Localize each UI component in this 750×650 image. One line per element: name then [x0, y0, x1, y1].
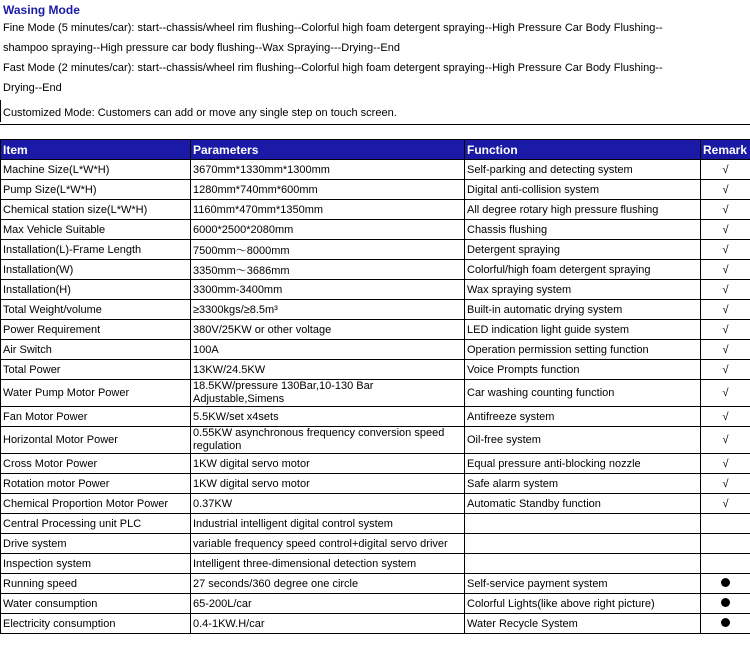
check-mark-icon: √ — [722, 323, 729, 336]
custom-mode-line: Customized Mode: Customers can add or move any single step on touch screen. — [3, 107, 397, 119]
item-cell: Water Pump Motor Power — [1, 380, 191, 407]
remark-cell — [701, 160, 750, 180]
function-cell — [465, 514, 701, 534]
table-row — [1, 320, 750, 340]
fast-mode-line-2: Drying--End — [3, 82, 62, 94]
table-row — [1, 454, 750, 474]
item-cell: Electricity consumption — [1, 614, 191, 634]
parameter-cell: 380V/25KW or other voltage — [191, 320, 465, 340]
parameter-cell: 0.55KW asynchronous frequency conversion speed regulation — [191, 427, 465, 454]
parameter-cell: 18.5KW/pressure 130Bar,10-130 Bar Adjustable,Simens — [191, 380, 465, 407]
function-cell: Wax spraying system — [465, 280, 701, 300]
parameter-cell: 1280mm*740mm*600mm — [191, 180, 465, 200]
parameter-cell: 0.37KW — [191, 494, 465, 514]
item-cell: Chemical Proportion Motor Power — [1, 494, 191, 514]
table-row — [1, 340, 750, 360]
bullet-dot-icon — [721, 598, 730, 607]
table-row — [1, 360, 750, 380]
item-cell: Max Vehicle Suitable — [1, 220, 191, 240]
remark-cell — [701, 614, 750, 634]
remark-cell — [701, 200, 750, 220]
item-cell: Power Requirement — [1, 320, 191, 340]
table-header-row — [1, 140, 750, 160]
check-mark-icon: √ — [722, 223, 729, 236]
check-mark-icon: √ — [722, 434, 729, 446]
parameter-cell: 13KW/24.5KW — [191, 360, 465, 380]
table-row — [1, 380, 750, 407]
parameter-cell: 1KW digital servo motor — [191, 454, 465, 474]
check-mark-icon: √ — [722, 343, 729, 356]
remark-cell — [701, 220, 750, 240]
check-mark-icon: √ — [722, 243, 729, 256]
header-parameters: Parameters — [191, 140, 465, 160]
parameter-cell: ≥3300kgs/≥8.5m³ — [191, 300, 465, 320]
check-mark-icon: √ — [722, 303, 729, 316]
item-cell: Chemical station size(L*W*H) — [1, 200, 191, 220]
function-cell: Safe alarm system — [465, 474, 701, 494]
item-cell: Total Weight/volume — [1, 300, 191, 320]
parameter-cell: 5.5KW/set x4sets — [191, 407, 465, 427]
check-mark-icon: √ — [722, 410, 729, 423]
remark-cell — [701, 427, 750, 454]
remark-cell — [701, 300, 750, 320]
check-mark-icon: √ — [722, 477, 729, 490]
remark-cell — [701, 454, 750, 474]
bullet-dot-icon — [721, 578, 730, 587]
parameter-cell: 1160mm*470mm*1350mm — [191, 200, 465, 220]
item-cell: Machine Size(L*W*H) — [1, 160, 191, 180]
parameter-cell: 3350mm～3686mm — [191, 260, 465, 280]
table-row — [1, 514, 750, 534]
remark-cell — [701, 594, 750, 614]
function-cell — [465, 534, 701, 554]
table-row — [1, 594, 750, 614]
parameter-cell: 27 seconds/360 degree one circle — [191, 574, 465, 594]
table-row — [1, 200, 750, 220]
remark-cell — [701, 340, 750, 360]
parameter-cell: 3670mm*1330mm*1300mm — [191, 160, 465, 180]
parameter-cell: Industrial intelligent digital control system — [191, 514, 465, 534]
spec-table — [0, 139, 750, 634]
parameter-cell: variable frequency speed control+digital servo driver — [191, 534, 465, 554]
function-cell: Self-parking and detecting system — [465, 160, 701, 180]
remark-cell — [701, 494, 750, 514]
check-mark-icon: √ — [722, 183, 729, 196]
function-cell: Voice Prompts function — [465, 360, 701, 380]
function-cell: Operation permission setting function — [465, 340, 701, 360]
parameter-cell: 0.4-1KW.H/car — [191, 614, 465, 634]
parameter-cell: 100A — [191, 340, 465, 360]
function-cell: Detergent spraying — [465, 240, 701, 260]
function-cell: Oil-free system — [465, 427, 701, 454]
remark-cell — [701, 240, 750, 260]
remark-cell — [701, 360, 750, 380]
function-cell — [465, 554, 701, 574]
remark-cell — [701, 534, 750, 554]
item-cell: Running speed — [1, 574, 191, 594]
parameter-cell: Intelligent three-dimensional detection system — [191, 554, 465, 574]
header-function: Function — [465, 140, 701, 160]
table-row — [1, 427, 750, 454]
item-cell: Inspection system — [1, 554, 191, 574]
item-cell: Pump Size(L*W*H) — [1, 180, 191, 200]
remark-cell — [701, 574, 750, 594]
remark-cell — [701, 320, 750, 340]
left-rule — [0, 100, 1, 122]
check-mark-icon: √ — [722, 283, 729, 296]
check-mark-icon: √ — [722, 203, 729, 216]
remark-cell — [701, 280, 750, 300]
table-row — [1, 614, 750, 634]
function-cell: Digital anti-collision system — [465, 180, 701, 200]
check-mark-icon: √ — [722, 263, 729, 276]
remark-cell — [701, 407, 750, 427]
table-row — [1, 220, 750, 240]
check-mark-icon: √ — [722, 457, 729, 470]
table-row — [1, 240, 750, 260]
function-cell: Colorful/high foam detergent spraying — [465, 260, 701, 280]
page-title: Wasing Mode — [3, 3, 80, 17]
function-cell: Car washing counting function — [465, 380, 701, 407]
item-cell: Air Switch — [1, 340, 191, 360]
table-row — [1, 407, 750, 427]
item-cell: Fan Motor Power — [1, 407, 191, 427]
fine-mode-line-2: shampoo spraying--High pressure car body flushing--Wax Spraying---Drying--End — [3, 42, 400, 54]
function-cell: All degree rotary high pressure flushing — [465, 200, 701, 220]
check-mark-icon: √ — [722, 387, 729, 399]
item-cell: Rotation motor Power — [1, 474, 191, 494]
function-cell: Built-in automatic drying system — [465, 300, 701, 320]
fine-mode-line-1: Fine Mode (5 minutes/car): start--chassis/wheel rim flushing--Colorful high foam detergent spraying--High Pressure Car Body Flushing-- — [3, 22, 663, 34]
table-row — [1, 554, 750, 574]
remark-cell — [701, 380, 750, 407]
item-cell: Water consumption — [1, 594, 191, 614]
function-cell: Antifreeze system — [465, 407, 701, 427]
item-cell: Total Power — [1, 360, 191, 380]
remark-cell — [701, 554, 750, 574]
remark-cell — [701, 260, 750, 280]
table-row — [1, 280, 750, 300]
parameter-cell: 3300mm-3400mm — [191, 280, 465, 300]
item-cell: Drive system — [1, 534, 191, 554]
function-cell: Colorful Lights(like above right picture) — [465, 594, 701, 614]
remark-cell — [701, 474, 750, 494]
parameter-cell: 7500mm～8000mm — [191, 240, 465, 260]
function-cell: Chassis flushing — [465, 220, 701, 240]
function-cell: Automatic Standby function — [465, 494, 701, 514]
table-row — [1, 300, 750, 320]
item-cell: Cross Motor Power — [1, 454, 191, 474]
remark-cell — [701, 514, 750, 534]
table-row — [1, 474, 750, 494]
function-cell: Equal pressure anti-blocking nozzle — [465, 454, 701, 474]
item-cell: Installation(W) — [1, 260, 191, 280]
parameter-cell: 6000*2500*2080mm — [191, 220, 465, 240]
function-cell: Water Recycle System — [465, 614, 701, 634]
check-mark-icon: √ — [722, 163, 729, 176]
table-row — [1, 574, 750, 594]
table-row — [1, 494, 750, 514]
table-row — [1, 260, 750, 280]
bullet-dot-icon — [721, 618, 730, 627]
table-row — [1, 534, 750, 554]
function-cell: Self-service payment system — [465, 574, 701, 594]
remark-cell — [701, 180, 750, 200]
item-cell: Central Processing unit PLC — [1, 514, 191, 534]
header-remark: Remark — [701, 140, 750, 160]
parameter-cell: 65-200L/car — [191, 594, 465, 614]
section-divider — [0, 124, 750, 125]
parameter-cell: 1KW digital servo motor — [191, 474, 465, 494]
table-row — [1, 160, 750, 180]
header-item: Item — [1, 140, 191, 160]
function-cell: LED indication light guide system — [465, 320, 701, 340]
check-mark-icon: √ — [722, 497, 729, 510]
item-cell: Installation(L)-Frame Length — [1, 240, 191, 260]
item-cell: Horizontal Motor Power — [1, 427, 191, 454]
item-cell: Installation(H) — [1, 280, 191, 300]
check-mark-icon: √ — [722, 363, 729, 376]
fast-mode-line-1: Fast Mode (2 minutes/car): start--chassis/wheel rim flushing--Colorful high foam detergent spraying--High Pressure Car Body Flushing-- — [3, 62, 663, 74]
table-row — [1, 180, 750, 200]
